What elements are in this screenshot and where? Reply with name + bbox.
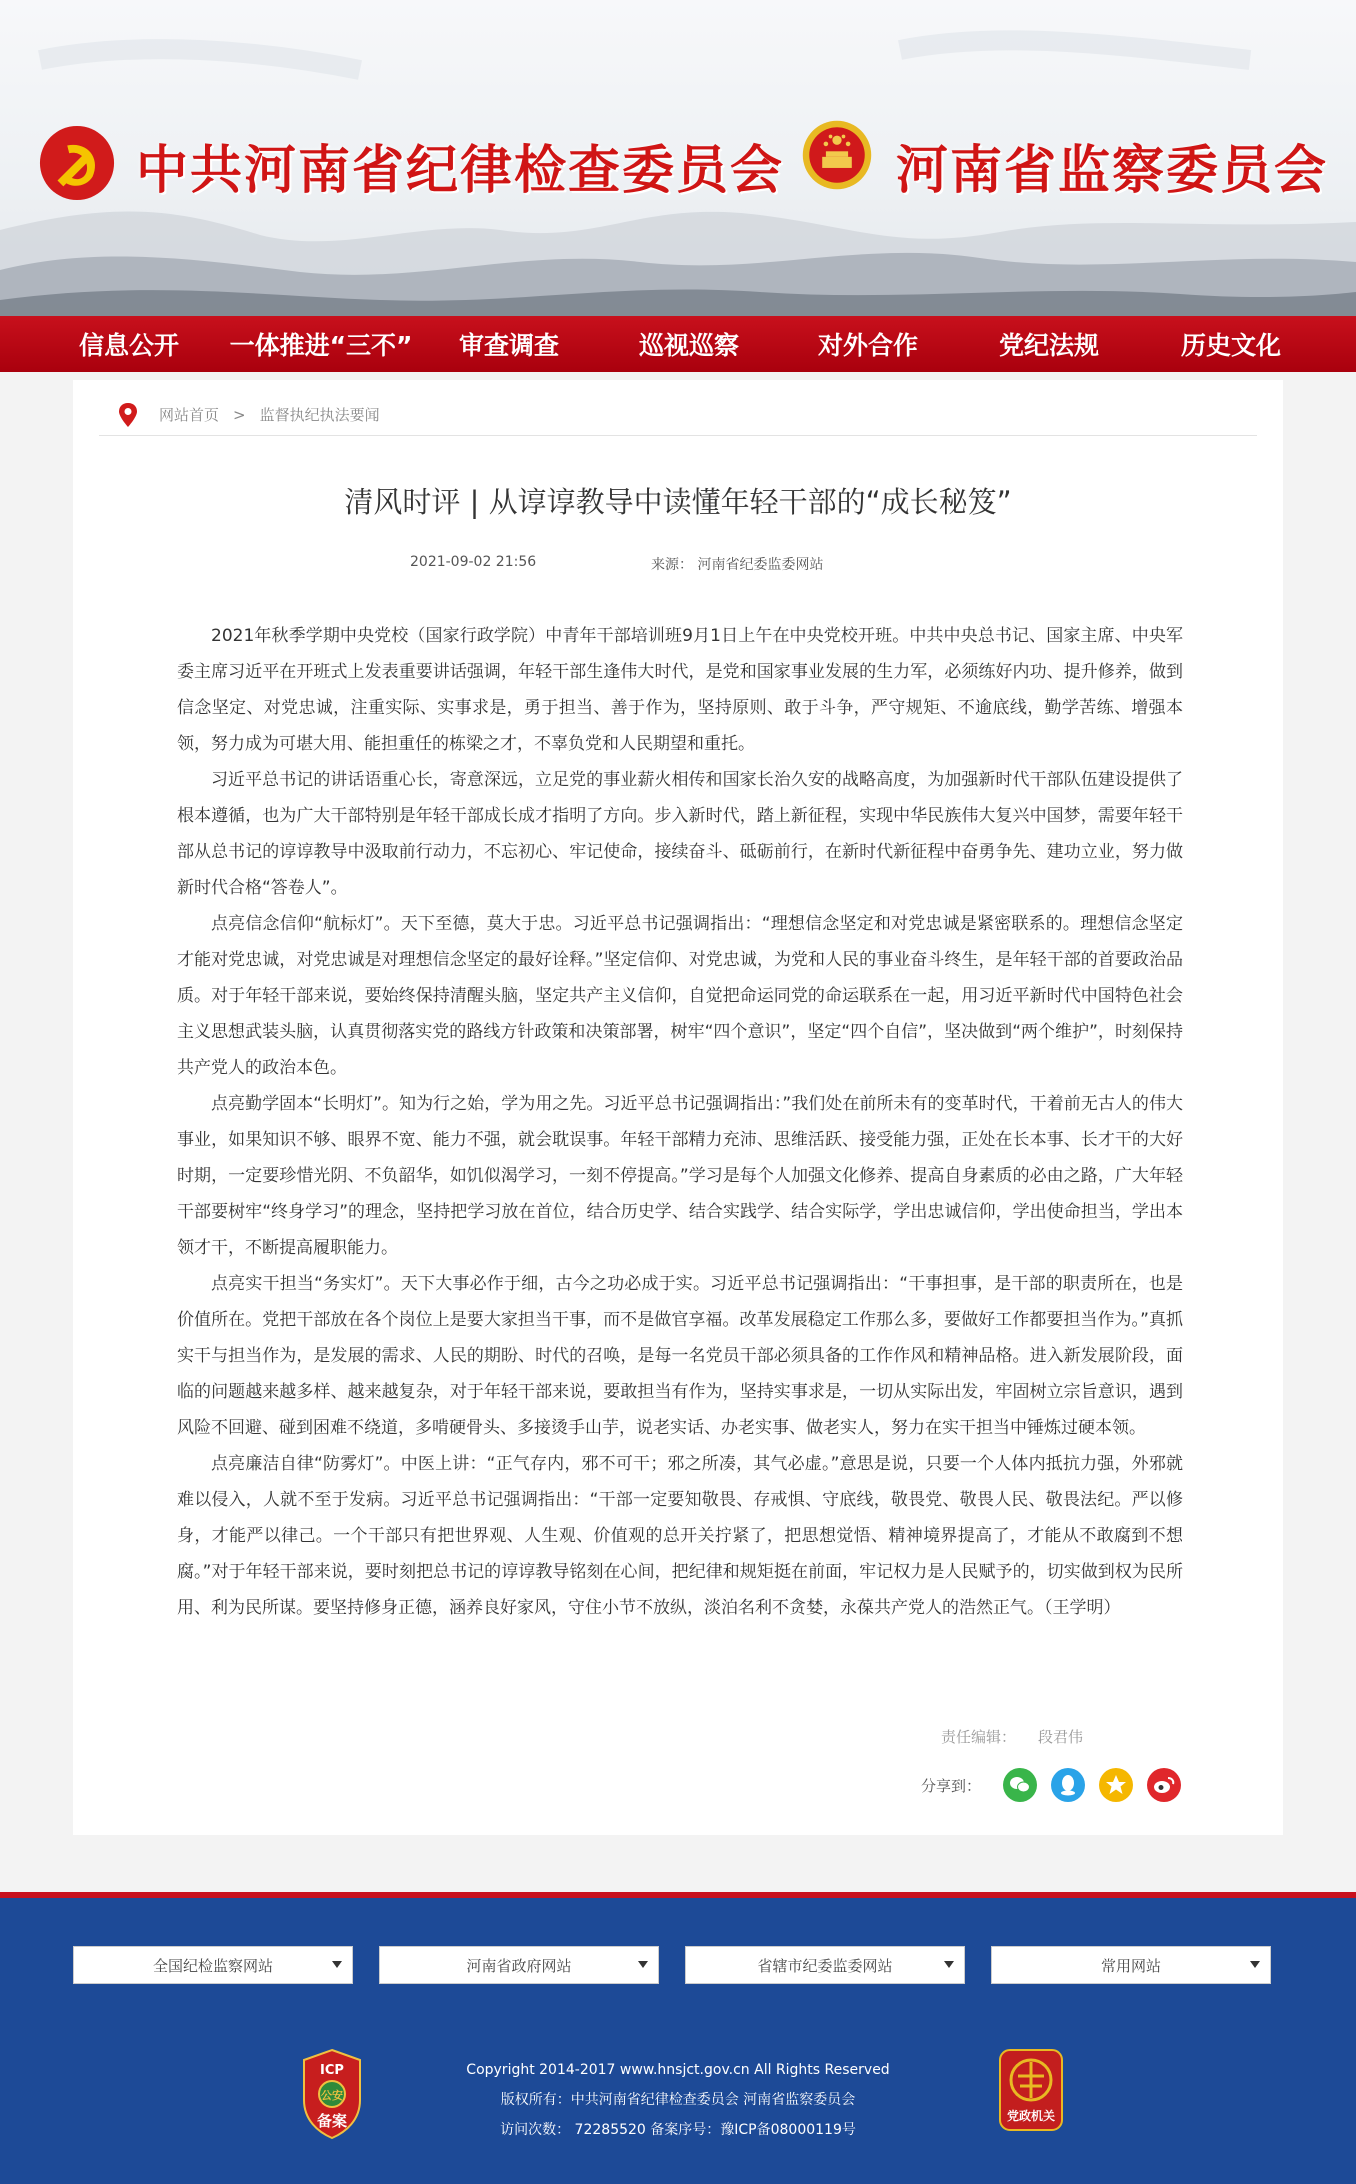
breadcrumb-home[interactable]: 网站首页: [159, 406, 220, 424]
nav-item-info[interactable]: 信息公开: [78, 331, 179, 360]
icp-badge-bottom: 备案: [316, 2112, 348, 2130]
gov-badge-label: 党政机关: [1006, 2109, 1056, 2123]
province-gov-select[interactable]: [379, 1946, 659, 1984]
breadcrumb-separator: >: [233, 405, 246, 424]
location-pin-icon: [117, 402, 139, 428]
supervision-title: 河南省监察委员会: [896, 140, 1329, 201]
footer-link-selects: [73, 1946, 1297, 1984]
national-sites-select[interactable]: [73, 1946, 353, 1984]
editor-name: 段君伟: [1038, 1728, 1084, 1746]
nav-item-three-no[interactable]: 一体推进“三不”: [229, 331, 413, 360]
nav-item-cooperation[interactable]: 对外合作: [817, 331, 918, 360]
city-commission-select[interactable]: [685, 1946, 965, 1984]
nav-item-investigation[interactable]: 审查调查: [458, 331, 559, 360]
article-date: 2021-09-02 21:56: [410, 554, 537, 570]
footer: [0, 1898, 1356, 2184]
editor-line: [941, 1726, 1083, 1747]
qq-icon[interactable]: [1051, 1768, 1085, 1802]
article-paragraph: 点亮信念信仰“航标灯”。天下至德，莫大于忠。习近平总书记强调指出：“理想信念坚定和对党忠诚是紧密联系的。理想信念坚定才能对党忠诚，对党忠诚是对理想信念坚定的最好诠释。”坚定信仰、对党忠诚，为党和人民的事业奋斗终生，是年轻干部的首要政治品质。对于年轻干部来说，要始终保持清醒头脑，坚定共产主义信仰，自觉把命运同党的命运联系在一起，用习近平新时代中国特色社会主义思想武装头脑，认真贯彻落实党的路线方针政策和决策部署，树牢“四个意识”，坚定“四个自信”，坚决做到“两个维护”，时刻保持共产党人的政治本色。: [177, 914, 1183, 1078]
main-nav: [0, 316, 1356, 372]
weibo-icon[interactable]: [1147, 1768, 1181, 1802]
article-card: [73, 380, 1283, 1835]
header-banner: [0, 0, 1356, 316]
article-paragraph: 点亮实干担当“务实灯”。天下大事必作于细，古今之功必成于实。习近平总书记强调指出：“干事担事，是干部的职责所在，也是价值所在。党把干部放在各个岗位上是要大家担当干事，而不是做官享福。改革发展稳定工作那么多，要做好工作都要担当作为。”真抓实干与担当作为，是发展的需求、人民的期盼、时代的召唤，是每一名党员干部必须具备的工作作风和精神品格。进入新发展阶段，面临的问题越来越多样、越来越复杂，对于年轻干部来说，要敢担当有作为，坚持实事求是，一切从实际出发，牢固树立宗旨意识，遇到风险不回避、碰到困难不绕道，多啃硬骨头、多接烫手山芋，说老实话、办老实事、做老实人，努力在实干担当中锤炼过硬本领。: [177, 1274, 1183, 1438]
commission-title: 中共河南省纪律检查委员会: [136, 140, 785, 201]
article-paragraph: 2021年秋季学期中央党校（国家行政学院）中青年干部培训班9月1日上午在中央党校开班。中共中央总书记、国家主席、中央军委主席习近平在开班式上发表重要讲话强调，年轻干部生逢伟大时代，是党和国家事业发展的生力军，必须练好内功、提升修养，做到信念坚定、对党忠诚，注重实际、实事求是，勇于担当、善于作为，坚持原则、敢于斗争，严守规矩、不逾底线，勤学苦练、增强本领，努力成为可堪大用、能担重任的栋梁之才，不辜负党和人民期望和重托。: [177, 626, 1183, 754]
icp-badge-top: ICP: [320, 2063, 344, 2078]
nav-item-regulations[interactable]: 党纪法规: [998, 331, 1099, 360]
qzone-icon[interactable]: [1099, 1768, 1133, 1802]
article-title: 清风时评 | 从谆谆教导中读懂年轻干部的“成长秘笈”: [344, 485, 1012, 519]
article-paragraph: 点亮勤学固本“长明灯”。知为行之始，学为用之先。习近平总书记强调指出：”我们处在前所未有的变革时代，干着前无古人的伟大事业，如果知识不够、眼界不宽、能力不强，就会耽误事。年轻干部精力充沛、思维活跃、接受能力强，正处在长本事、长才干的大好时期，一定要珍惜光阴、不负韶华，如饥似渴学习，一刻不停提高。”学习是每个人加强文化修养、提高自身素质的必由之路，广大年轻干部要树牢“终身学习”的理念，坚持把学习放在首位，结合历史学、结合实践学、结合实际学，学出忠诚信仰，学出使命担当，学出本领才干，不断提高履职能力。: [177, 1094, 1183, 1258]
gov-organ-badge-icon[interactable]: [998, 2048, 1064, 2132]
visit-count-text: 访问次数： 72285520 备案序号：豫ICP备08000119号: [500, 2122, 856, 2138]
copyright-text: Copyright 2014-2017 www.hnsjct.gov.cn All Rights Reserved: [466, 2062, 890, 2078]
article-source: 来源： 河南省纪委监委网站: [651, 557, 824, 573]
chevron-down-icon: [638, 1961, 648, 1968]
editor-label: 责任编辑：: [941, 1728, 1017, 1746]
breadcrumb: [99, 394, 1257, 436]
wechat-icon[interactable]: [1003, 1768, 1037, 1802]
footer-info: [0, 2055, 1356, 2145]
breadcrumb-current[interactable]: 监督执纪执法要闻: [259, 406, 380, 424]
select-label: 常用网站: [1100, 1956, 1161, 1975]
share-bar: [921, 1768, 1195, 1802]
common-sites-select[interactable]: [991, 1946, 1271, 1984]
chevron-down-icon: [332, 1961, 342, 1968]
select-label: 河南省政府网站: [466, 1956, 572, 1975]
nav-item-inspection[interactable]: 巡视巡察: [638, 331, 739, 360]
select-label: 省辖市纪委监委网站: [757, 1956, 893, 1975]
chevron-down-icon: [1250, 1961, 1260, 1968]
chevron-down-icon: [944, 1961, 954, 1968]
nav-item-history[interactable]: 历史文化: [1180, 331, 1281, 360]
icp-badge-mid: 公安: [321, 2089, 343, 2102]
article-paragraph: 习近平总书记的讲话语重心长，寄意深远，立足党的事业薪火相传和国家长治久安的战略高度，为加强新时代干部队伍建设提供了根本遵循，也为广大干部特别是年轻干部成长成才指明了方向。步入新时代，踏上新征程，实现中华民族伟大复兴中国梦，需要年轻干部从总书记的谆谆教导中汲取前行动力，不忘初心、牢记使命，接续奋斗、砥砺前行，在新时代新征程中奋勇争先、建功立业，努力做新时代合格“答卷人”。: [177, 770, 1183, 898]
select-label: 全国纪检监察网站: [152, 1956, 273, 1975]
article-paragraph: 点亮廉洁自律“防雾灯”。中医上讲：“正气存内，邪不可干；邪之所凑，其气必虚。”意思是说，只要一个人体内抵抗力强，外邪就难以侵入，人就不至于发病。习近平总书记强调指出：“干部一定要知敬畏、存戒惧、守底线，敬畏党、敬畏人民、敬畏法纪。严以修身，才能严以律己。一个干部只有把世界观、人生观、价值观的总开关拧紧了，把思想觉悟、精神境界提高了，才能从不敢腐到不想腐。”对于年轻干部来说，要时刻把总书记的谆谆教导铭刻在心间，把纪律和规矩挺在前面，牢记权力是人民赋予的，切实做到权为民所用、利为民所谋。要坚持修身正德，涵养良好家风，守住小节不放纵，淡泊名利不贪婪，永葆共产党人的浩然正气。（王学明）: [177, 1454, 1183, 1618]
share-label: 分享到：: [921, 1776, 982, 1795]
article-body: [177, 618, 1183, 1626]
owner-text: 版权所有：中共河南省纪律检查委员会 河南省监察委员会: [500, 2092, 856, 2108]
national-emblem-icon: [800, 118, 874, 192]
party-emblem-icon: [38, 124, 116, 202]
